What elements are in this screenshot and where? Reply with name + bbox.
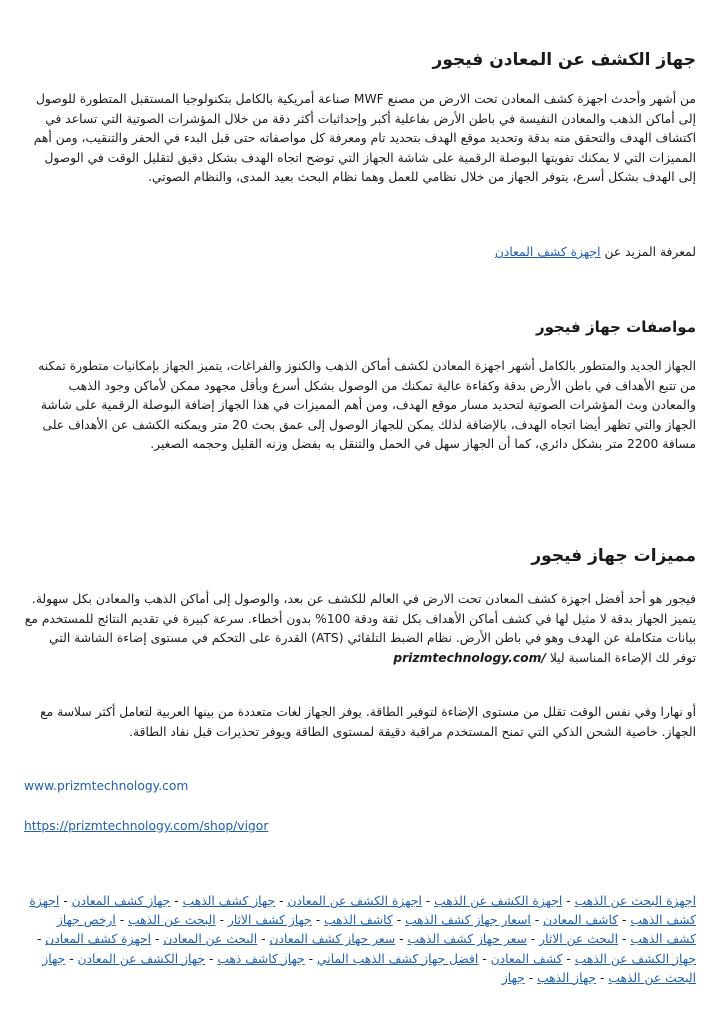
tag-link[interactable]: اجهزة كشف الذهب <box>29 894 696 928</box>
tag-separator: - <box>618 932 631 947</box>
tag-separator: - <box>257 932 270 947</box>
page-title: جهاز الكشف عن المعادن فيجور <box>432 50 696 70</box>
tag-separator: - <box>151 932 164 947</box>
tag-link[interactable]: اجهزة الكشف عن المعادن <box>287 894 422 908</box>
specs-heading: مواصفات جهاز فيجور <box>535 318 696 336</box>
tag-link[interactable]: كاشف المعادن <box>543 913 619 928</box>
site-link[interactable]: www.prizmtechnology.com <box>24 779 189 793</box>
intro-paragraph: من أشهر وأحدث اجهزة كشف المعادن تحت الارض من مصنع MWF صناعة أمريكية بالكامل بتكنولوجيا المستقبل المتطورة للوصول إلى أماكن الذهب والمعادن النفيسة في باطن الأرض بفاعلية أكبر وإحداثيات أكثر دقة من خلال المؤشرات الصوتية التي تساعد في اكتشاف الهدف والتحقق منه بدقة وتحديد موقع الهدف بتحديد تام ومعرفة كل مواصفاته حتى قبل البدء في الحفر والتنقيب، ومن أهم المميزات التي لا يمكنك تفويتها البوصلة الرقمية على شاشة الجهاز التي توضح اتجاه الهدف بشكل دقيق لتقليل الوقت في الوصول إلى الهدف بشكل أسرع، يتوفر الجهاز من خلال نظامي للعمل وهما نظام البحث بعيد المدى، والنظام الصوتي. <box>33 92 696 185</box>
more-info-link[interactable]: اجهزة كشف المعادن <box>494 245 601 259</box>
tag-link[interactable]: البحث عن الاثار <box>539 932 619 947</box>
tag-link[interactable]: اسعار جهاز كشف الذهب <box>405 913 531 928</box>
features-paragraph <box>24 590 696 668</box>
tag-link[interactable]: جهاز كشف الاثار <box>227 913 312 928</box>
tag-link[interactable]: سعر جهاز كشف المعادن <box>269 932 396 947</box>
site-link-line <box>24 777 696 797</box>
shop-link[interactable]: https://prizmtechnology.com/shop/vigor <box>24 819 269 833</box>
tag-link[interactable]: جهاز <box>501 970 525 985</box>
tag-separator: - <box>524 970 538 985</box>
more-info-line <box>24 243 696 263</box>
tag-link[interactable]: جهاز البحث عن الذهب <box>42 951 696 985</box>
tag-link[interactable]: البحث عن الذهب <box>128 913 216 928</box>
tag-separator: - <box>215 913 228 928</box>
tag-separator: - <box>65 951 78 966</box>
tag-separator: - <box>311 913 325 928</box>
tag-separator: - <box>478 951 491 966</box>
tag-link[interactable]: جهاز كشف الذهب <box>182 894 276 908</box>
tag-separator: - <box>304 951 318 966</box>
tag-separator: - <box>36 932 46 947</box>
tag-link[interactable]: جهاز الكشف عن المعادن <box>77 951 206 966</box>
tag-separator: - <box>562 951 575 966</box>
tag-link[interactable]: ارخص جهاز كشف الذهب <box>56 913 696 947</box>
tag-link[interactable]: البحث عن المعادن <box>163 932 258 947</box>
tag-separator: - <box>562 894 575 908</box>
tag-links <box>24 892 696 988</box>
tag-separator: - <box>530 913 544 928</box>
tag-link[interactable]: سعر جهاز كشف الذهب <box>407 932 527 947</box>
features-site-emphasis: prizmtechnology.com/ <box>393 650 546 665</box>
tag-separator: - <box>205 951 218 966</box>
tag-separator: - <box>170 894 183 908</box>
tag-separator: - <box>59 894 72 908</box>
languages-paragraph: أو نهارا وفي نفس الوقت تقلل من مستوى الإضاءة لتوفير الطاقة. يوفر الجهاز لغات متعددة من بينها العربية لتعامل أكثر سلاسة مع الجهاز. خاصية الشحن الذكي التي تمنح المستخدم مراقبة دقيقة لمستوى الطاقة ويوفر تحذيرات قبل نفاد الطاقة. <box>40 705 696 739</box>
tag-link[interactable]: جهاز الذهب <box>537 970 597 985</box>
tag-separator: - <box>395 932 408 947</box>
tag-link[interactable]: كاشف الذهب <box>324 913 393 928</box>
features-heading: مميزات جهاز فيجور <box>531 546 696 566</box>
tag-link[interactable]: اجهزة كشف المعادن <box>45 932 152 947</box>
tag-separator: - <box>618 913 631 928</box>
tag-separator: - <box>275 894 288 908</box>
tag-link[interactable]: كشف المعادن <box>490 951 563 966</box>
tag-separator: - <box>596 970 609 985</box>
tag-link[interactable]: اجهزة الكشف عن الذهب <box>434 894 563 908</box>
tag-separator: - <box>421 894 435 908</box>
tag-link[interactable]: اجهزة البحث عن الذهب <box>574 894 696 908</box>
tag-separator: - <box>115 913 129 928</box>
shop-link-line <box>24 817 696 837</box>
tag-link[interactable]: جهاز كاشف ذهب <box>217 951 305 966</box>
tag-link[interactable]: جهاز الكشف عن الذهب <box>574 951 696 966</box>
features-text: فيجور هو أحد أفضل اجهزة كشف المعادن تحت الارض في العالم للكشف عن بعد، والوصول إلى أماكن الذهب والمعادن بكل سهولة. يتميز الجهاز بدقة لا مثيل لها في كشف أماكن الأهداف بكل ثقة ودقة 100% بدون أخطاء. سرعة كبيرة في تقديم النتائج للمستخدم مع بيانات متكاملة عن الهدف وهو في باطن الأرض. نظام الضبط التلقائي (ATS) القدرة على التحكم في مستوى إضاءة الشاشة التي توفر لك الإضاءة المناسبة ليلا <box>24 592 696 665</box>
tag-link[interactable]: افضل جهاز كشف الذهب الماني <box>317 951 479 966</box>
tag-separator: - <box>392 913 406 928</box>
more-info-prefix: لمعرفة المزيد عن <box>604 245 696 259</box>
specs-paragraph: الجهاز الجديد والمتطور بالكامل أشهر اجهزة المعادن لكشف أماكن الذهب والكنوز والفراغات، يتميز الجهاز بإمكانيات متطورة تمكنه من تتبع الأهداف في باطن الأرض بدقة وكفاءة عالية تمكنك من الوصول بشكل أسرع وبأقل مجهود ممكن لأماكن وجود الذهب والمعادن وبث المؤشرات الصوتية لتحديد مسار موقع الهدف، ومن أهم المميزات في هذا الجهاز إضافة البوصلة الرقمية على شاشة الجهاز والتي تظهر أيضا اتجاه الهدف، بالإضافة لذلك يمكن للجهاز الوصول إلى عمق بحث 20 متر ويمكنه الكشف عن الأهداف على مسافة 2200 متر بشكل دائري، كما أن الجهاز سهل في الحمل والتنقل به بفضل وزنه القليل وحجمه الصغير. <box>38 359 696 452</box>
tag-separator: - <box>526 932 540 947</box>
tag-link[interactable]: جهاز كشف المعادن <box>71 894 171 908</box>
